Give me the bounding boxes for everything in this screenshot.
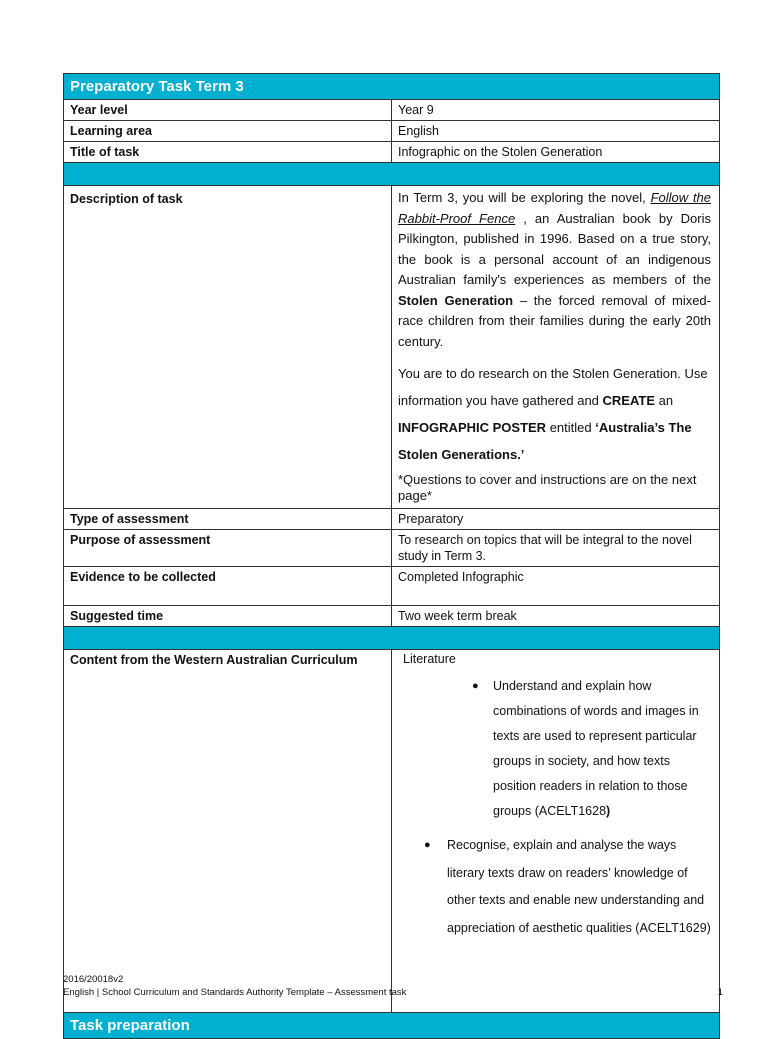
description-text: entitled	[546, 420, 596, 435]
table-row	[64, 100, 720, 121]
evidence-value: Completed Infographic	[392, 567, 720, 606]
poster-keyword: INFOGRAPHIC POSTER	[398, 420, 547, 435]
novel-title: Follow the Rabbit-Proof Fence	[398, 190, 712, 226]
footer-code: 2016/20018v2	[63, 974, 124, 985]
description-text: You are to do research on the Stolen Generation. Use information you have gathered and	[398, 366, 708, 408]
title-of-task-label: Title of task	[64, 142, 392, 163]
table-row	[64, 530, 720, 567]
time-label: Suggested time	[64, 606, 392, 627]
year-level-label: Year level	[64, 100, 392, 121]
title-of-task-value: Infographic on the Stolen Generation	[392, 142, 720, 163]
description-paragraph-1	[398, 188, 711, 352]
footer-row	[64, 1013, 720, 1039]
table-row	[64, 509, 720, 530]
description-label: Description of task	[64, 186, 392, 509]
table-row	[64, 606, 720, 627]
description-text: an	[655, 393, 674, 408]
footer-line: English | School Curriculum and Standards Authority Template – Assessment task	[63, 987, 407, 998]
curriculum-label: Content from the Western Australian Curriculum	[64, 650, 392, 1013]
description-note: *Questions to cover and instructions are on the next page*	[398, 472, 697, 503]
list-item-text: Recognise, explain and analyse the ways literary texts draw on readers’ knowledge of other texts and enable new understanding and appreciation of aesthetic qualities (ACELT1629)	[447, 838, 711, 935]
description-paragraph-2	[398, 360, 711, 468]
year-level-value: Year 9	[392, 100, 720, 121]
poster-title: ‘Australia’s The Stolen Generations.’	[398, 420, 692, 462]
list-item	[398, 674, 713, 824]
list-item-text: Understand and explain how combinations of words and images in texts are used to represent particular groups in society, and how texts position readers in relation to those groups (ACELT1628	[493, 679, 699, 818]
purpose-label: Purpose of assessment	[64, 530, 392, 567]
type-value: Preparatory	[392, 509, 720, 530]
curriculum-body	[392, 650, 720, 1013]
page-number: 1	[717, 987, 723, 998]
assessment-table	[63, 73, 720, 1039]
section-divider	[64, 163, 720, 186]
footer	[63, 987, 723, 998]
table-row	[64, 121, 720, 142]
table-title: Preparatory Task Term 3	[64, 74, 720, 100]
create-keyword: CREATE	[602, 393, 656, 408]
list-item-text: )	[606, 804, 611, 818]
bullet-icon: ●	[472, 680, 479, 692]
divider-band	[64, 627, 720, 650]
table-row	[64, 650, 720, 1013]
curriculum-list	[398, 674, 713, 942]
table-row	[64, 186, 720, 509]
literature-heading: Literature	[403, 652, 456, 666]
learning-area-value: English	[392, 121, 720, 142]
bullet-icon: ●	[424, 839, 431, 851]
purpose-value: To research on topics that will be integral to the novel study in Term 3.	[392, 530, 720, 567]
table-row	[64, 567, 720, 606]
divider-band	[64, 163, 720, 186]
description-text: In Term 3, you will be exploring the novel,	[398, 190, 651, 205]
evidence-label: Evidence to be collected	[64, 567, 392, 606]
description-text: – the forced removal of mixed-race children from their families during the early 20th century.	[398, 292, 711, 349]
learning-area-label: Learning area	[64, 121, 392, 142]
list-item	[398, 832, 713, 942]
task-preparation-heading: Task preparation	[64, 1013, 720, 1039]
time-value: Two week term break	[392, 606, 720, 627]
header-row	[64, 74, 720, 100]
description-text: , an Australian book by Doris Pilkington, published in 1996. Based on a true story, the book is a personal account of an indigenous Australian family's experiences as members of the	[398, 210, 711, 287]
description-body	[392, 186, 720, 509]
table-row	[64, 142, 720, 163]
type-label: Type of assessment	[64, 509, 392, 530]
section-divider	[64, 627, 720, 650]
stolen-generation-term: Stolen Generation	[398, 292, 514, 308]
